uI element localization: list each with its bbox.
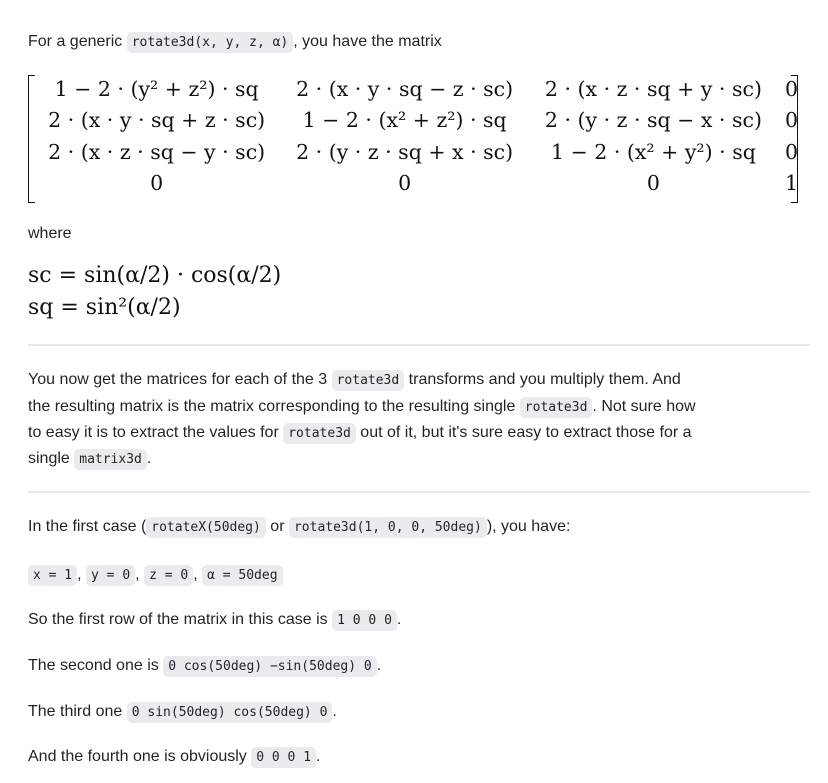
- text: .: [316, 748, 321, 765]
- matrix-cell: 2 · (x · z · sq + y · sc): [544, 76, 762, 101]
- matrix-cell: 0: [150, 171, 164, 196]
- matrix-cell: 2 · (x · y · sq + z · sc): [48, 108, 266, 133]
- intro-text-after: , you have the matrix: [293, 33, 442, 50]
- text: .: [146, 450, 152, 467]
- text: the resulting matrix is the matrix corresponding to the resulting single: [28, 398, 520, 415]
- matrix-cell: 0: [398, 171, 412, 196]
- inline-code-rotatex: rotateX(50deg): [146, 517, 266, 538]
- third-row-paragraph: [28, 699, 337, 726]
- matrix-cell: 1: [784, 171, 798, 196]
- inline-code-rotate3d-args: rotate3d(1, 0, 0, 50deg): [289, 517, 487, 538]
- text: The third one: [28, 703, 127, 720]
- second-row-paragraph: [28, 653, 381, 680]
- text: single: [28, 450, 75, 467]
- separator: ,: [135, 566, 145, 583]
- text: .: [332, 703, 337, 720]
- matrix-cell: 0: [784, 108, 798, 133]
- rotation-matrix: [28, 73, 798, 201]
- text: And the fourth one is obviously: [28, 748, 252, 765]
- separator: ,: [193, 566, 203, 583]
- intro-paragraph: [28, 29, 442, 56]
- matrix-cell: 2 · (x · z · sq − y · sc): [48, 139, 266, 164]
- matrix-row: [36, 105, 798, 137]
- inline-code-rotate3d: rotate3d: [332, 370, 405, 391]
- matrix-cell: 0: [784, 76, 798, 101]
- first-row-paragraph: [28, 607, 401, 634]
- sq-definition: sq = sin²(α/2): [28, 295, 181, 320]
- paragraph-line: [28, 446, 151, 473]
- matrix-row: [36, 73, 798, 105]
- matrix-cell: 0: [784, 139, 798, 164]
- text: ), you have:: [486, 518, 571, 535]
- paragraph-line: [28, 367, 681, 394]
- fourth-row-paragraph: [28, 744, 321, 771]
- matrix-cell: 2 · (y · z · sq + x · sc): [296, 139, 514, 164]
- text: to easy it is to extract the values for: [28, 424, 284, 441]
- intro-text-before: For a generic: [28, 33, 127, 50]
- matrix-row: [36, 168, 798, 200]
- text: or: [265, 518, 289, 535]
- inline-code-row4: 0 0 0 1: [251, 747, 316, 768]
- text: . Not sure how: [592, 398, 696, 415]
- paragraph-line: [28, 394, 696, 421]
- text: .: [376, 657, 382, 674]
- horizontal-rule: [28, 491, 810, 493]
- matrix-cell: 2 · (x · y · sq − z · sc): [296, 76, 514, 101]
- matrix-right-bracket: [791, 75, 798, 203]
- text: .: [396, 611, 402, 628]
- inline-code-row2: 0 cos(50deg) −sin(50deg) 0: [163, 656, 377, 677]
- text: In the first case (: [28, 518, 147, 535]
- inline-code-rotate3d: rotate3d: [283, 423, 356, 444]
- matrix-left-bracket: [28, 75, 35, 203]
- param-y: y = 0: [86, 565, 135, 586]
- paragraph-line: [28, 420, 692, 447]
- text: So the first row of the matrix in this case is: [28, 611, 333, 628]
- sc-definition: sc = sin(α/2) · cos(α/2): [28, 263, 282, 288]
- text: out of it, but it's sure easy to extract those for a: [355, 424, 692, 441]
- param-x: x = 1: [28, 565, 77, 586]
- text: transforms and you multiply them. And: [404, 371, 681, 388]
- param-z: z = 0: [144, 565, 193, 586]
- inline-code-matrix3d: matrix3d: [74, 449, 147, 470]
- inline-code-row1: 1 0 0 0: [332, 610, 397, 631]
- inline-code-rotate3d-generic: rotate3d(x, y, z, α): [127, 32, 294, 53]
- matrix-table: [36, 73, 798, 199]
- matrix-cell: 0: [646, 171, 660, 196]
- matrix-cell: 1 − 2 · (x² + y²) · sq: [551, 139, 756, 164]
- where-label: where: [28, 225, 72, 242]
- matrix-row: [36, 136, 798, 168]
- matrix-cell: 2 · (y · z · sq − x · sc): [544, 108, 762, 133]
- text: The second one is: [28, 657, 164, 674]
- inline-code-row3: 0 sin(50deg) cos(50deg) 0: [127, 702, 333, 723]
- param-alpha: α = 50deg: [202, 565, 282, 586]
- first-case-paragraph: [28, 514, 570, 541]
- horizontal-rule: [28, 344, 810, 346]
- matrix-cell: 1 − 2 · (y² + z²) · sq: [54, 76, 259, 101]
- params-paragraph: [28, 562, 283, 589]
- text: You now get the matrices for each of the 3: [28, 371, 332, 388]
- matrix-cell: 1 − 2 · (x² + z²) · sq: [302, 108, 507, 133]
- separator: ,: [77, 566, 87, 583]
- inline-code-rotate3d: rotate3d: [520, 397, 593, 418]
